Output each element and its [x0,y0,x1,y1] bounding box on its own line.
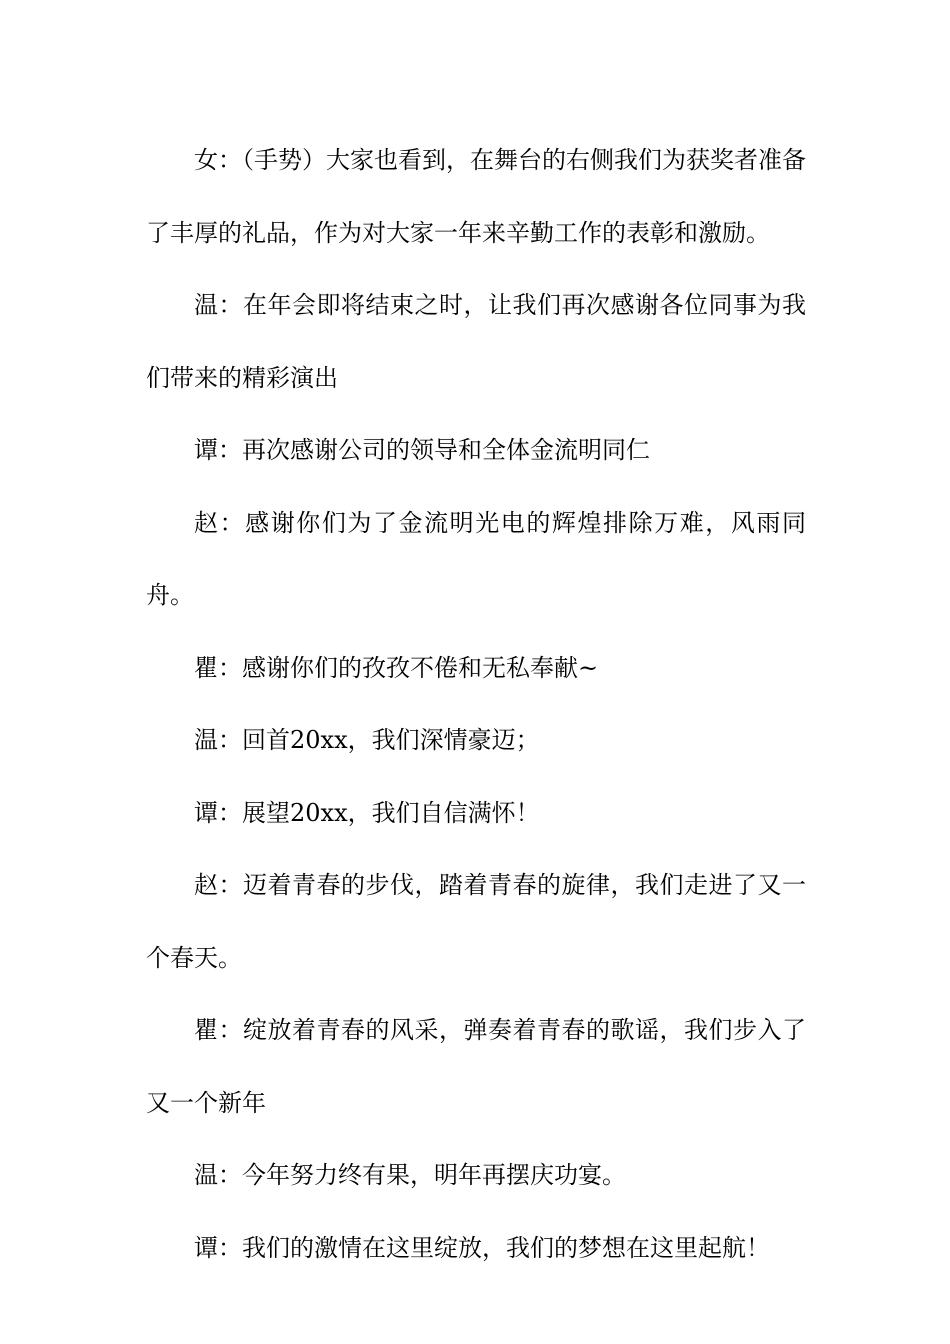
paragraph: 谭：展望20xx，我们自信满怀！ [194,798,540,827]
document-body [146,124,806,1284]
paragraph: 温：今年努力终有果，明年再摆庆功宴。 [194,1161,626,1189]
paragraph: 谭：我们的激情在这里绽放，我们的梦想在这里起航！ [194,1233,770,1262]
paragraph: 赵：感谢你们为了金流明光电的辉煌排除万难，风雨同舟。 [146,508,806,609]
paragraph: 温：回首20xx，我们深情豪迈； [194,726,540,754]
paragraph: 温：在年会即将结束之时，让我们再次感谢各位同事为我们带来的精彩演出 [146,291,806,392]
paragraph: 赵：迈着青春的步伐，踏着青春的旋律，我们走进了又一个春天。 [146,871,806,972]
paragraph: 瞿：感谢你们的孜孜不倦和无私奉献~ [194,653,599,682]
paragraph: 谭：再次感谢公司的领导和全体金流明同仁 [194,436,650,464]
paragraph: 女：（手势）大家也看到，在舞台的右侧我们为获奖者准备了丰厚的礼品，作为对大家一年来辛勤工作的表彰和激励。 [146,146,806,247]
paragraph: 瞿：绽放着青春的风采，弹奏着青春的歌谣，我们步入了又一个新年 [146,1016,806,1117]
